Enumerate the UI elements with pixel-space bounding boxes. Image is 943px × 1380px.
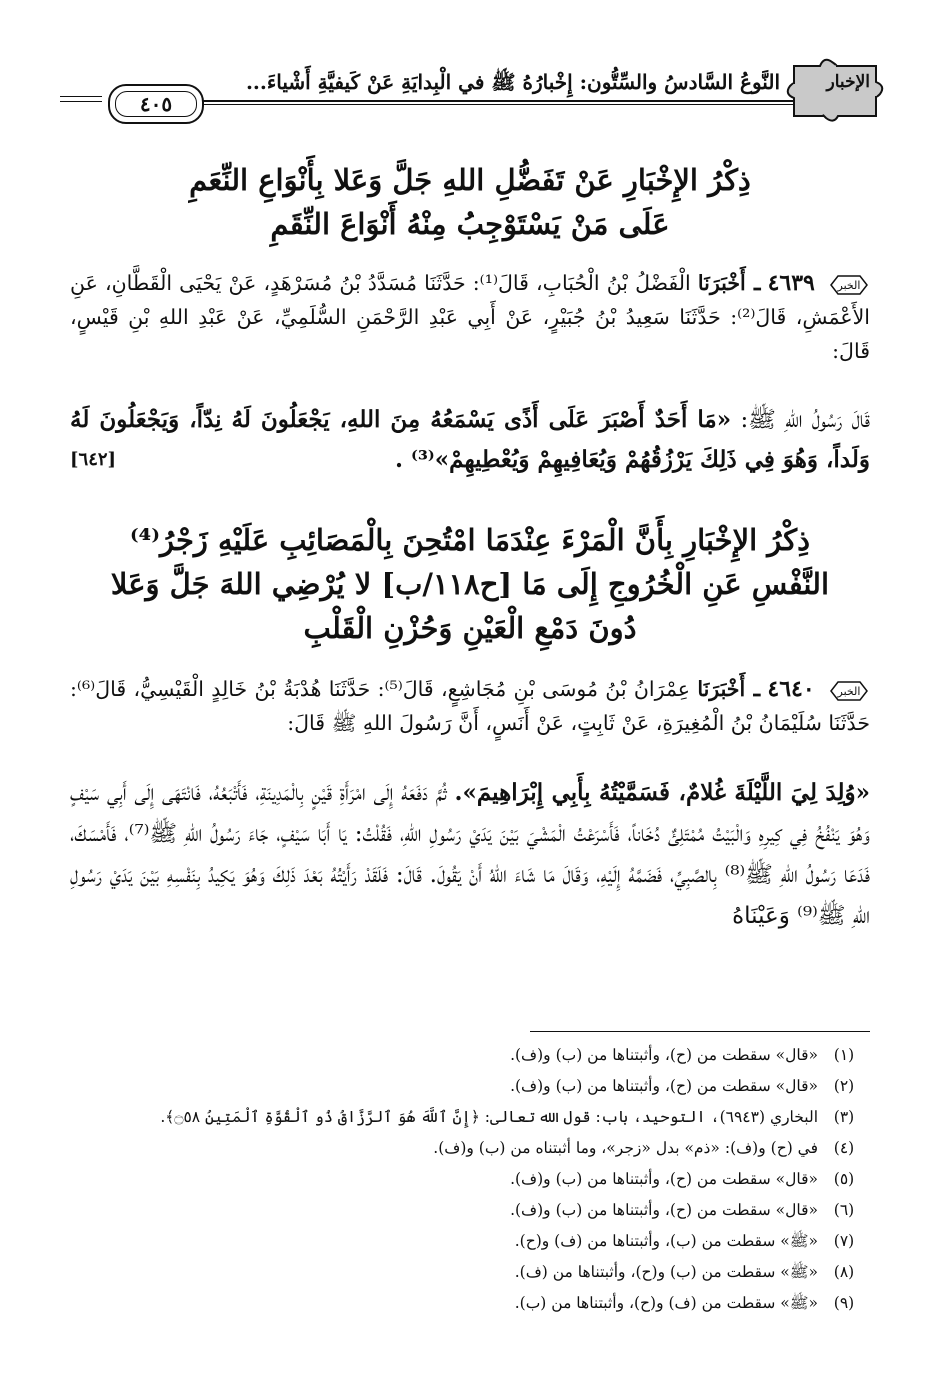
footnote-number: (١) <box>833 1046 855 1064</box>
footnote-separator <box>530 1031 870 1032</box>
running-header <box>60 52 890 124</box>
footnote-number: (٨) <box>833 1263 855 1281</box>
khabar-marker-icon <box>828 273 870 297</box>
footnote-number: (٥) <box>833 1170 855 1188</box>
footnote-number: (٢) <box>833 1077 855 1095</box>
hadith-4639-isnad: الخبر ٤٦٣٩ ـ أَخْبَرَنَا الْفَضْلُ بْنُ الْحُبَابِ، قَالَ⁽¹⁾: حَدَّثَنَا مُسَدَّدُ بْنُ مُسَرْهَدٍ، عَنْ يَحْيَى الْقَطَّانِ، عَنِ الأَعْمَشِ، قَالَ⁽²⁾: حَدَّثَنَا سَعِيدُ بْنُ جُبَيْرٍ، عَنْ أَبِي عَبْدِ الرَّحْمَنِ السُّلَمِيِّ، عَنْ عَبْدِ اللهِ بْنِ قَيْسٍ، قَالَ: <box>70 270 870 363</box>
footnote-text: «قال» سقطت من (ح)، وأثبتناها من (ب) و(ف). <box>510 1170 818 1188</box>
footnote <box>70 1164 870 1195</box>
footnote-text: «ﷺ» سقطت من (ف) و(ح)، وأثبتناها من (ب). <box>514 1294 818 1312</box>
svg-text:الخبر: الخبر <box>837 278 861 292</box>
chapter-heading-1 <box>70 158 870 246</box>
footnotes <box>70 1040 870 1319</box>
footnote-text: في (ح) و(ف): «ذم» بدل «زجر»، وما أثبتناه من (ب) و(ف). <box>433 1139 818 1157</box>
isnad-text: الْفَضْلُ بْنُ الْحُبَابِ، قَالَ⁽¹⁾: حَدَّثَنَا مُسَدَّدُ بْنُ مُسَرْهَدٍ، عَنْ يَحْيَى الْقَطَّانِ، عَنِ الأَعْمَشِ، قَالَ⁽²⁾: حَدَّثَنَا سَعِيدُ بْنُ جُبَيْرٍ، عَنْ أَبِي عَبْدِ الرَّحْمَنِ السُّلَمِيِّ، عَنْ عَبْدِ اللهِ بْنِ قَيْسٍ، قَالَ: <box>70 271 870 363</box>
chapter-heading-line: النَّفْسِ عَنِ الْخُرُوجِ إِلَى مَا [ح١١٨/ب] لا يُرْضِي اللهَ جَلَّ وَعَلا <box>110 567 830 601</box>
footnote-text: «قال» سقطت من (ح)، وأثبتناها من (ب) و(ف). <box>510 1201 818 1219</box>
footnote-text: البخاري (٦٩٤٣)، التوحيد، باب: قول الله تعالى: ﴿إِنَّ ٱللَّهَ هُوَ ٱلرَّزَّاقُ ذُو ٱلْقُوَّةِ ٱلْمَتِينُ ۝٥٨﴾. <box>160 1108 818 1126</box>
matn-continuation: ثُمَّ دَفَعَهُ إِلَى امْرَأَةِ قَيْنٍ بِالْمَدِينَةِ، فَأَتْبَعُهُ، فَانْتَهَى إِلَى أَبِي سَيْفٍ وَهُوَ يَنْفُخُ فِي كِيرِهِ وَالْبَيْتُ مُمْتَلِئٌ دُخَاناً، فَأَسْرَعْتُ الْمَشْيَ بَيْنَ يَدَيْ رَسُولِ اللهِ، فَقُلْتُ: يَا أَبَا سَيْفٍ، جَاءَ رَسُولُ اللهِ ﷺ⁽⁷⁾، فَأَمْسَكَ، فَدَعَا رَسُولُ اللهِ ﷺ⁽⁸⁾ بِالصَّبِيِّ، فَضَمَّهُ إِلَيْهِ، وَقَالَ مَا شَاءَ اللهُ أَنْ يَقُولَ. قَالَ: فَلَقَدْ رَأَيْتُهُ بَعْدَ ذَلِكَ وَهُوَ يَكِيدُ بِنَفْسِهِ بَيْنَ يَدَيْ رَسُولِ اللهِ ﷺ⁽⁹⁾ وَعَيْنَاهُ <box>70 780 871 929</box>
footnote-number: (٧) <box>833 1232 855 1250</box>
hadith-number: ٤٦٤٠ <box>767 676 815 702</box>
reference-number: [٦٤٢] <box>70 449 117 470</box>
footnote-text: «قال» سقطت من (ح)، وأثبتناها من (ب) و(ف). <box>510 1077 818 1095</box>
book-badge-label: الإخبار <box>826 72 870 92</box>
hadith-4639-matn <box>70 400 870 480</box>
footnote <box>70 1226 870 1257</box>
footnote <box>70 1288 870 1319</box>
footnote <box>70 1195 870 1226</box>
header-rule <box>200 104 830 105</box>
chapter-heading-line: دُونَ دَمْعِ الْعَيْنِ وَحُزْنِ الْقَلْبِ <box>303 611 637 645</box>
header-rule <box>60 96 102 97</box>
footnote <box>70 1102 870 1133</box>
footnote-number: (٣) <box>833 1108 855 1126</box>
chapter-heading-line: عَلَى مَنْ يَسْتَوْجِبُ مِنْهُ أَنْوَاعَ النِّقَمِ <box>270 207 670 241</box>
footnote <box>70 1071 870 1102</box>
footnote-number: (٤) <box>833 1139 855 1157</box>
matn-text: «مَا أَحَدٌ أَصْبَرَ عَلَى أَذًى يَسْمَعُهُ مِنَ اللهِ، يَجْعَلُونَ لَهُ نِدّاً، وَيَجْعَلُونَ لَهُ وَلَداً، وَهُوَ فِي ذَلِكَ يَرْزُقُهُمْ وَيُعَافِيهِمْ وَيُعْطِيهِمْ»⁽³⁾ . <box>70 406 870 473</box>
akhbarana: أَخْبَرَنَا <box>697 271 746 295</box>
chapter-heading-line: ذِكْرُ الإِخْبَارِ عَنْ تَفَضُّلِ اللهِ جَلَّ وَعَلا بِأَنْوَاعِ النِّعَمِ <box>189 163 751 197</box>
isnad-text: عِمْرَانُ بْنُ مُوسَى بْنِ مُجَاشِعٍ، قَالَ⁽⁵⁾: حَدَّثَنَا هُدْبَةُ بْنُ خَالِدٍ الْقَيْسِيُّ، قَالَ⁽⁶⁾: حَدَّثَنَا سُلَيْمَانُ بْنُ الْمُغِيرَةِ، عَنْ ثَابِتٍ، عَنْ أَنَسٍ، أَنَّ رَسُولَ اللهِ ﷺ قَالَ: <box>70 677 870 735</box>
book-badge <box>780 52 890 124</box>
header-rule <box>200 100 830 102</box>
running-title: النَّوعُ السَّادسُ والسِّتُّون: إِخْبارُهُ ﷺ في الْبِدايَةِ عَنْ كَيفيَّةِ أَشْياءَ... <box>245 70 780 94</box>
footnote-text: «ﷺ» سقطت من (ب)، وأثبتناها من (ف) و(ح). <box>514 1232 818 1250</box>
chapter-heading-2 <box>70 518 870 650</box>
footnote-number: (٩) <box>833 1294 855 1312</box>
page-number: ٤٠٥ <box>115 91 197 117</box>
footnote-number: (٦) <box>833 1201 855 1219</box>
svg-text:الخبر: الخبر <box>837 684 861 698</box>
footnote-text: «قال» سقطت من (ح)، وأثبتناها من (ب) و(ف). <box>510 1046 818 1064</box>
hadith-4640-matn <box>70 772 870 937</box>
hadith-4640-isnad: الخبر ٤٦٤٠ ـ أَخْبَرَنَا عِمْرَانُ بْنُ مُوسَى بْنِ مُجَاشِعٍ، قَالَ⁽⁵⁾: حَدَّثَنَا هُدْبَةُ بْنُ خَالِدٍ الْقَيْسِيُّ، قَالَ⁽⁶⁾: حَدَّثَنَا سُلَيْمَانُ بْنُ الْمُغِيرَةِ، عَنْ ثَابِتٍ، عَنْ أَنَسٍ، أَنَّ رَسُولَ اللهِ ﷺ قَالَ: <box>70 676 870 735</box>
matn-intro: قَالَ رَسُولُ اللهِ ﷺ: <box>740 407 871 433</box>
footnote <box>70 1257 870 1288</box>
khabar-marker-icon <box>828 679 870 703</box>
hadith-number: ٤٦٣٩ <box>767 270 815 296</box>
akhbarana: أَخْبَرَنَا <box>697 677 746 701</box>
chapter-heading-line: ذِكْرُ الإِخْبَارِ بِأَنَّ الْمَرْءَ عِنْدَمَا امْتُحِنَ بِالْمَصَائِبِ عَلَيْهِ زَجْرُ⁽⁴⁾ <box>129 523 811 557</box>
matn-text: «وُلِدَ لِيَ اللَّيْلَةَ غُلامٌ، فَسَمَّيْتُهُ بِأَبِي إِبْرَاهِيمَ». <box>454 779 871 806</box>
footnote-text: «ﷺ» سقطت من (ب) و(ح)، وأثبتناها من (ف). <box>514 1263 818 1281</box>
footnote <box>70 1040 870 1071</box>
header-rule <box>60 101 102 102</box>
footnote <box>70 1133 870 1164</box>
